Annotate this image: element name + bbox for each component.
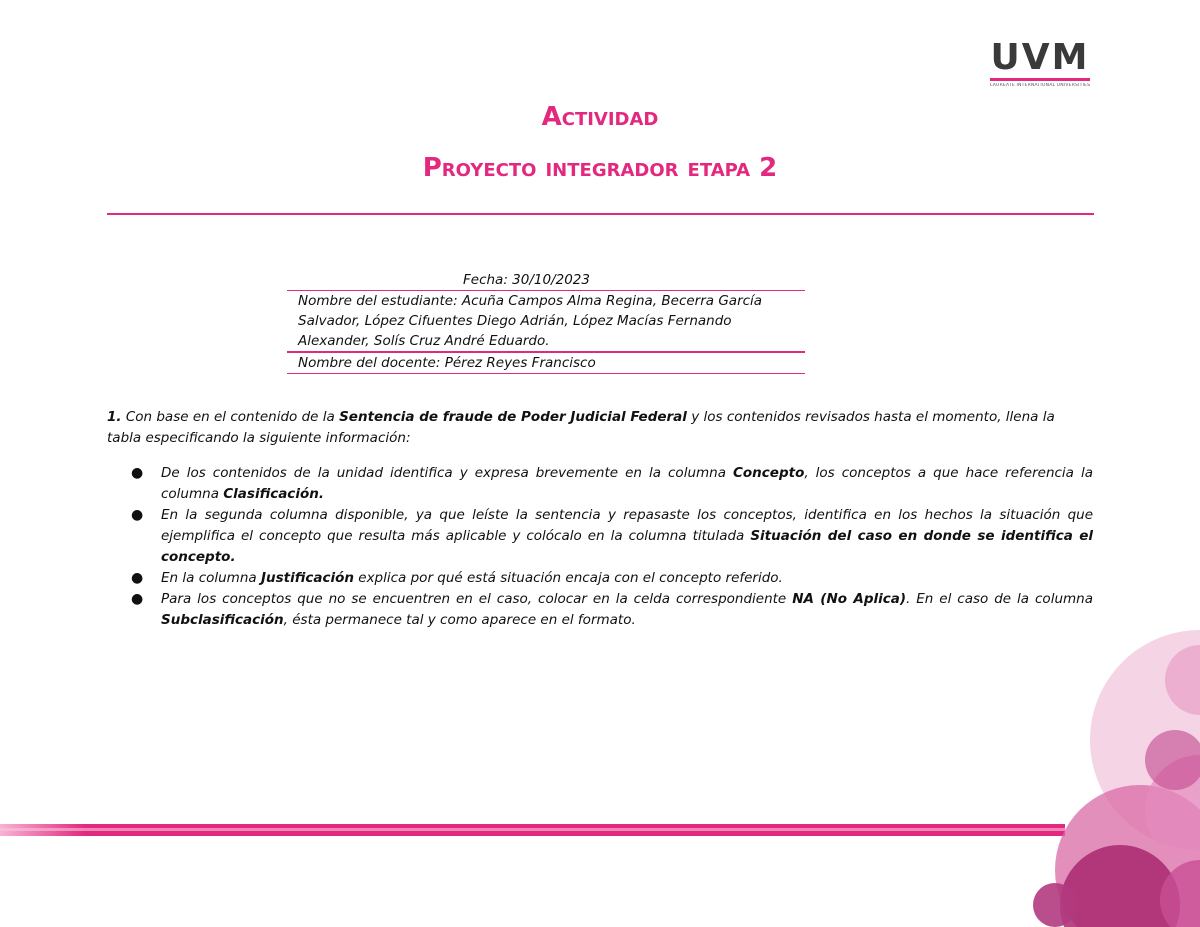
page-subtitle: Proyecto integrador etapa 2 — [422, 153, 778, 183]
bullet-icon: ● — [131, 591, 144, 607]
student-label: Nombre del estudiante: — [298, 293, 458, 309]
teacher-label: Nombre del docente: — [298, 355, 441, 371]
intro-text-a: Con base en el contenido de la — [121, 409, 340, 425]
footer-bar-highlight — [0, 828, 1065, 831]
logo-subtitle: LAUREATE INTERNATIONAL UNIVERSITIES — [990, 83, 1090, 88]
list-bold: NA (No Aplica) — [792, 591, 907, 607]
bullet-icon: ● — [131, 507, 144, 523]
list-text: De los contenidos de la unidad identifica y expresa brevemente en la columna — [161, 465, 733, 481]
intro-bold: Sentencia de fraude de Poder Judicial Federal — [339, 409, 687, 425]
list-text: explica por qué está situación encaja con el concepto referido. — [353, 570, 783, 586]
list-text: . En el caso de la columna — [906, 591, 1093, 607]
intro-text-b: y los contenidos revisados hasta el momento, llena la tabla especificando la siguiente información: — [107, 409, 1055, 446]
logo-text: UVM — [990, 37, 1090, 78]
list-text: , ésta permanece tal y como aparece en el formato. — [283, 612, 636, 628]
bullet-icon: ● — [131, 570, 144, 586]
list-text: , los conceptos a que hace referencia la columna — [161, 465, 1093, 502]
intro-number: 1. — [107, 409, 122, 425]
list-bold: Justificación — [260, 570, 354, 586]
bullet-icon: ● — [131, 465, 144, 481]
list-bold: Clasificación — [223, 486, 319, 502]
page-title: Actividad — [541, 102, 659, 132]
list-bold: Situación del caso en donde se identifica el concepto — [161, 528, 1094, 565]
list-bold: Concepto — [733, 465, 805, 481]
deco-circle — [1033, 883, 1077, 927]
teacher-name: Pérez Reyes Francisco — [440, 355, 596, 371]
student-names: Acuña Campos Alma Regina, Becerra García Salvador, López Cifuentes Diego Adrián, López Macías Fernando Alexander, Solís Cruz André Eduardo. — [298, 293, 763, 349]
list-text: En la columna — [161, 570, 261, 586]
list-text: En la segunda columna disponible, ya que leíste la sentencia y repasaste los conceptos, identifica en los hechos la situación que ejemplifica el concepto que resulta más aplicable y colócalo en la columna titulada — [161, 507, 1093, 544]
list-text: Para los conceptos que no se encuentren en el caso, colocar en la celda correspondiente — [161, 591, 793, 607]
list-text: . — [318, 486, 324, 502]
list-text: . — [230, 549, 236, 565]
list-bold: Subclasificación — [161, 612, 284, 628]
fecha-row: Fecha: 30/10/2023 — [287, 270, 805, 291]
